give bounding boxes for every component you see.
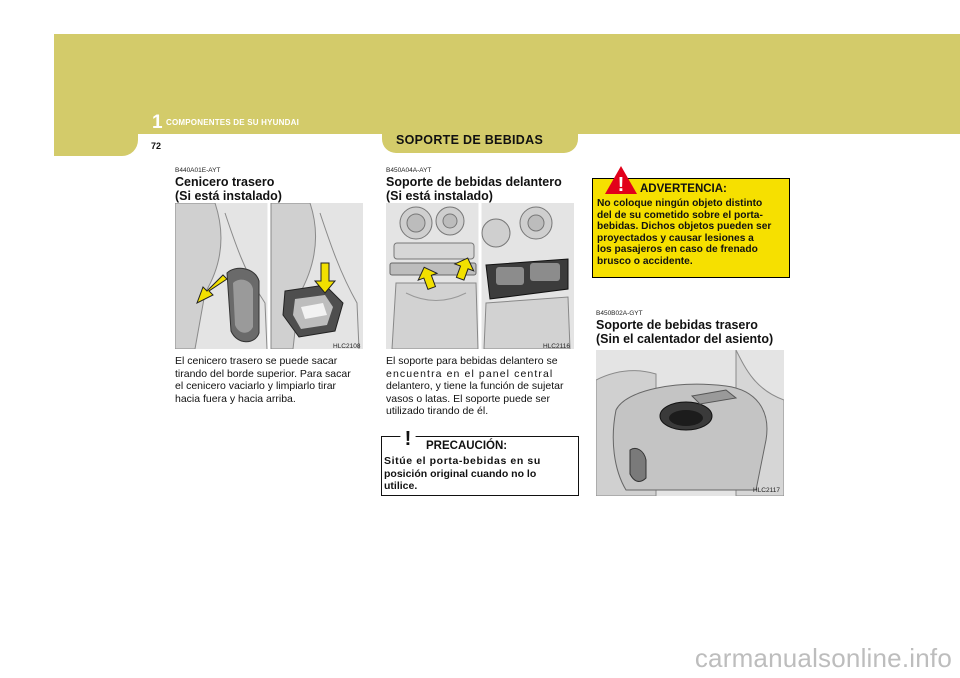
right-heading-line1: Soporte de bebidas trasero (596, 318, 758, 332)
middle-body-line: delantero, y tiene la función de sujetar (386, 380, 564, 393)
rear-ashtray-figure (175, 203, 363, 349)
middle-heading-line1: Soporte de bebidas delantero (386, 175, 562, 189)
middle-body-line: utilizado tirando de él. (386, 405, 489, 418)
page-number: 72 (151, 141, 162, 151)
caution-title: PRECAUCIÓN: (426, 440, 508, 452)
right-figure-label: HLC2117 (753, 487, 780, 494)
warning-text (597, 198, 787, 268)
left-body-line: el cenicero vaciarlo y limpiarlo tirar (175, 380, 337, 393)
middle-heading-line2: (Si está instalado) (386, 189, 493, 203)
left-section-code: B440A01E-AYT (175, 167, 221, 174)
left-heading-line2: (Si está instalado) (175, 189, 282, 203)
svg-text:!: ! (617, 174, 625, 195)
right-heading (596, 318, 773, 346)
middle-section-code: B450A04A-AYT (386, 167, 432, 174)
caution-line: utilice. (384, 480, 418, 493)
left-heading (175, 175, 282, 203)
middle-heading (386, 175, 562, 203)
watermark: carmanualsonline.info (694, 643, 952, 673)
left-body-text (175, 355, 364, 405)
warning-line: bebidas. Dichos objetos pueden ser (597, 221, 772, 233)
warning-line: No coloque ningún objeto distinto (597, 198, 763, 209)
front-cupholder-figure (386, 203, 574, 349)
middle-body-line: vasos o latas. El soporte puede ser (386, 392, 551, 405)
warning-line: los pasajeros en caso de frenado (597, 244, 758, 256)
middle-figure-label: HLC2116 (543, 343, 570, 350)
section-title: SOPORTE DE BEBIDAS (396, 133, 544, 147)
arrow-up-right-icon (450, 255, 476, 281)
middle-body-text (386, 355, 575, 418)
chapter-number: 1 (152, 112, 163, 133)
arrow-down-icon (311, 261, 337, 295)
rear-cupholder-figure (596, 350, 784, 496)
caution-text (384, 455, 576, 493)
right-section-code: B450B02A-GYT (596, 310, 643, 317)
page-number-tab (54, 134, 138, 156)
warning-line: del de su cometido sobre el porta- (597, 209, 763, 221)
left-figure-label: HLC2108 (333, 343, 361, 350)
left-body-line: tirando del borde superior. Para sacar (175, 367, 351, 380)
svg-text:!: ! (404, 428, 412, 450)
caution-line: Sitúe el porta-bebidas en su (384, 455, 541, 467)
middle-body-line: encuentra en el panel central (386, 367, 554, 380)
chapter-title: COMPONENTES DE SU HYUNDAI (166, 118, 300, 127)
left-body-line: hacia fuera y hacia arriba. (175, 392, 296, 405)
caution-line: posición original cuando no lo (384, 467, 537, 480)
arrow-left-icon (195, 273, 229, 307)
warning-title: ADVERTENCIA: (640, 183, 727, 195)
left-body-line: El cenicero trasero se puede sacar (175, 355, 338, 367)
arrow-up-left-icon (414, 265, 440, 291)
warning-line: brusco o accidente. (597, 255, 693, 267)
warning-line: proyectados y causar lesiones a (597, 232, 754, 244)
middle-body-line: El soporte para bebidas delantero se (386, 355, 558, 367)
right-heading-line2: (Sin el calentador del asiento) (596, 332, 774, 346)
caution-triangle-icon (393, 421, 423, 451)
left-heading-line1: Cenicero trasero (175, 175, 275, 189)
warning-triangle-icon (604, 165, 638, 195)
